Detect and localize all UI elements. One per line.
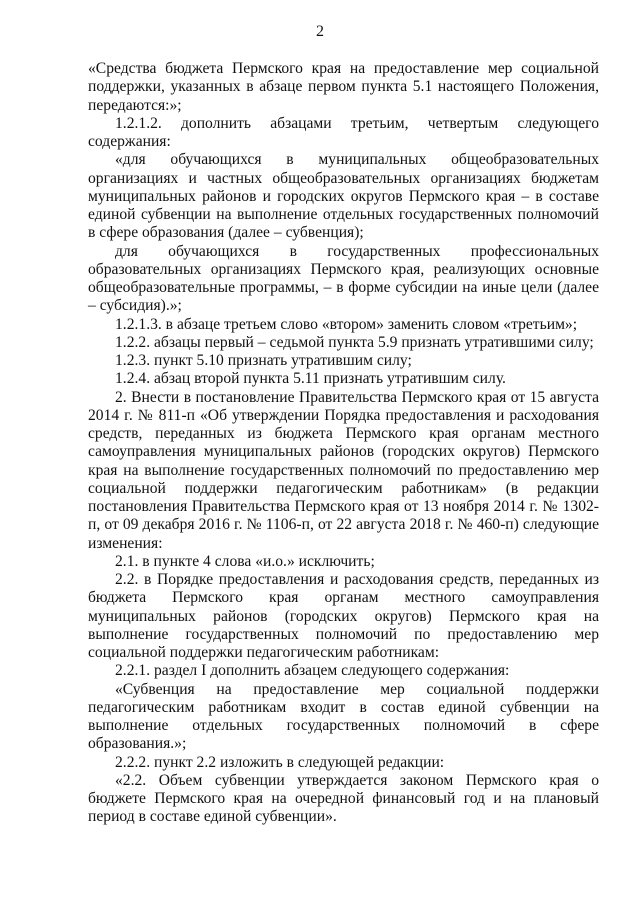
paragraph-1-2-3: 1.2.3. пункт 5.10 признать утратившим силу; <box>115 352 412 369</box>
paragraph-1-2-2: 1.2.2. абзацы первый – седьмой пункта 5.9 признать утратившими силу; <box>115 333 594 351</box>
paragraph-1-2-1-2: 1.2.1.2. дополнить абзацами третьим, четвертым следующего содержания: <box>88 114 599 150</box>
paragraph-quoted-4: «2.2. Объем субвенции утверждается законом Пермского края о бюджете Пермского края на очередной финансовый год и на плановый период в составе единой субвенции». <box>88 771 599 826</box>
paragraph-2-2-2: 2.2.2. пункт 2.2 изложить в следующей редакции: <box>115 753 445 771</box>
paragraph-2-1: 2.1. в пункте 4 слова «и.о.» исключить; <box>115 552 375 570</box>
document-body <box>88 60 599 827</box>
paragraph-quoted-2: для обучающихся в государственных профессиональных образовательных организациях Пермского края, реализующих основные общеобразовательные программы, – в форме субсидии на иные цели (далее – субсидия).»; <box>88 242 599 315</box>
paragraph-continuation: «Средства бюджета Пермского края на предоставление мер социальной поддержки, указанных в абзаце первом пункта 5.1 настоящего Положения, передаются:»; <box>88 60 599 114</box>
paragraph-2-2-1: 2.2.1. раздел I дополнить абзацем следующего содержания: <box>115 662 510 680</box>
paragraph-2-2: 2.2. в Порядке предоставления и расходования средств, переданных из бюджета Пермского края органам местного самоуправления муниципальных районов (городских округов) Пермского края на выполнение государственных полномочий по предоставлению мер социальной поддержки педагогическим работникам: <box>88 571 599 661</box>
paragraph-quoted-1: «для обучающихся в муниципальных общеобразовательных организациях и частных общеобразовательных организациях бюджетам муниципальных районов и городских округов Пермского края – в составе единой субвенции на выполнение отдельных государственных полномочий в сфере образования (далее – субвенция); <box>88 151 599 242</box>
paragraph-quoted-3: «Субвенция на предоставление мер социальной поддержки педагогическим работникам входит в состав единой субвенции на выполнение отдельных государственных полномочий в сфере образования.»; <box>88 680 599 753</box>
page-number: 2 <box>316 23 324 40</box>
paragraph-2: 2. Внести в постановление Правительства Пермского края от 15 августа 2014 г. № 811-п «Об утверждении Порядка предоставления и расходования средств, переданных из бюджета Пермского края органам местного самоуправления муниципальных районов (городских округов) Пермского края на выполнение государственных полномочий по предоставлению мер социальной поддержки педагогическим работникам» (в редакции постановления Правительства Пермского края от 13 ноября 2014 г. № 1302-п, от 09 декабря 2016 г. № 1106-п, от 22 августа 2018 г. № 460-п) следующие изменения: <box>88 388 599 552</box>
paragraph-1-2-4: 1.2.4. абзац второй пункта 5.11 признать утратившим силу. <box>115 370 506 388</box>
paragraph-1-2-1-3: 1.2.1.3. в абзаце третьем слово «втором» заменить словом «третьим»; <box>115 315 578 333</box>
